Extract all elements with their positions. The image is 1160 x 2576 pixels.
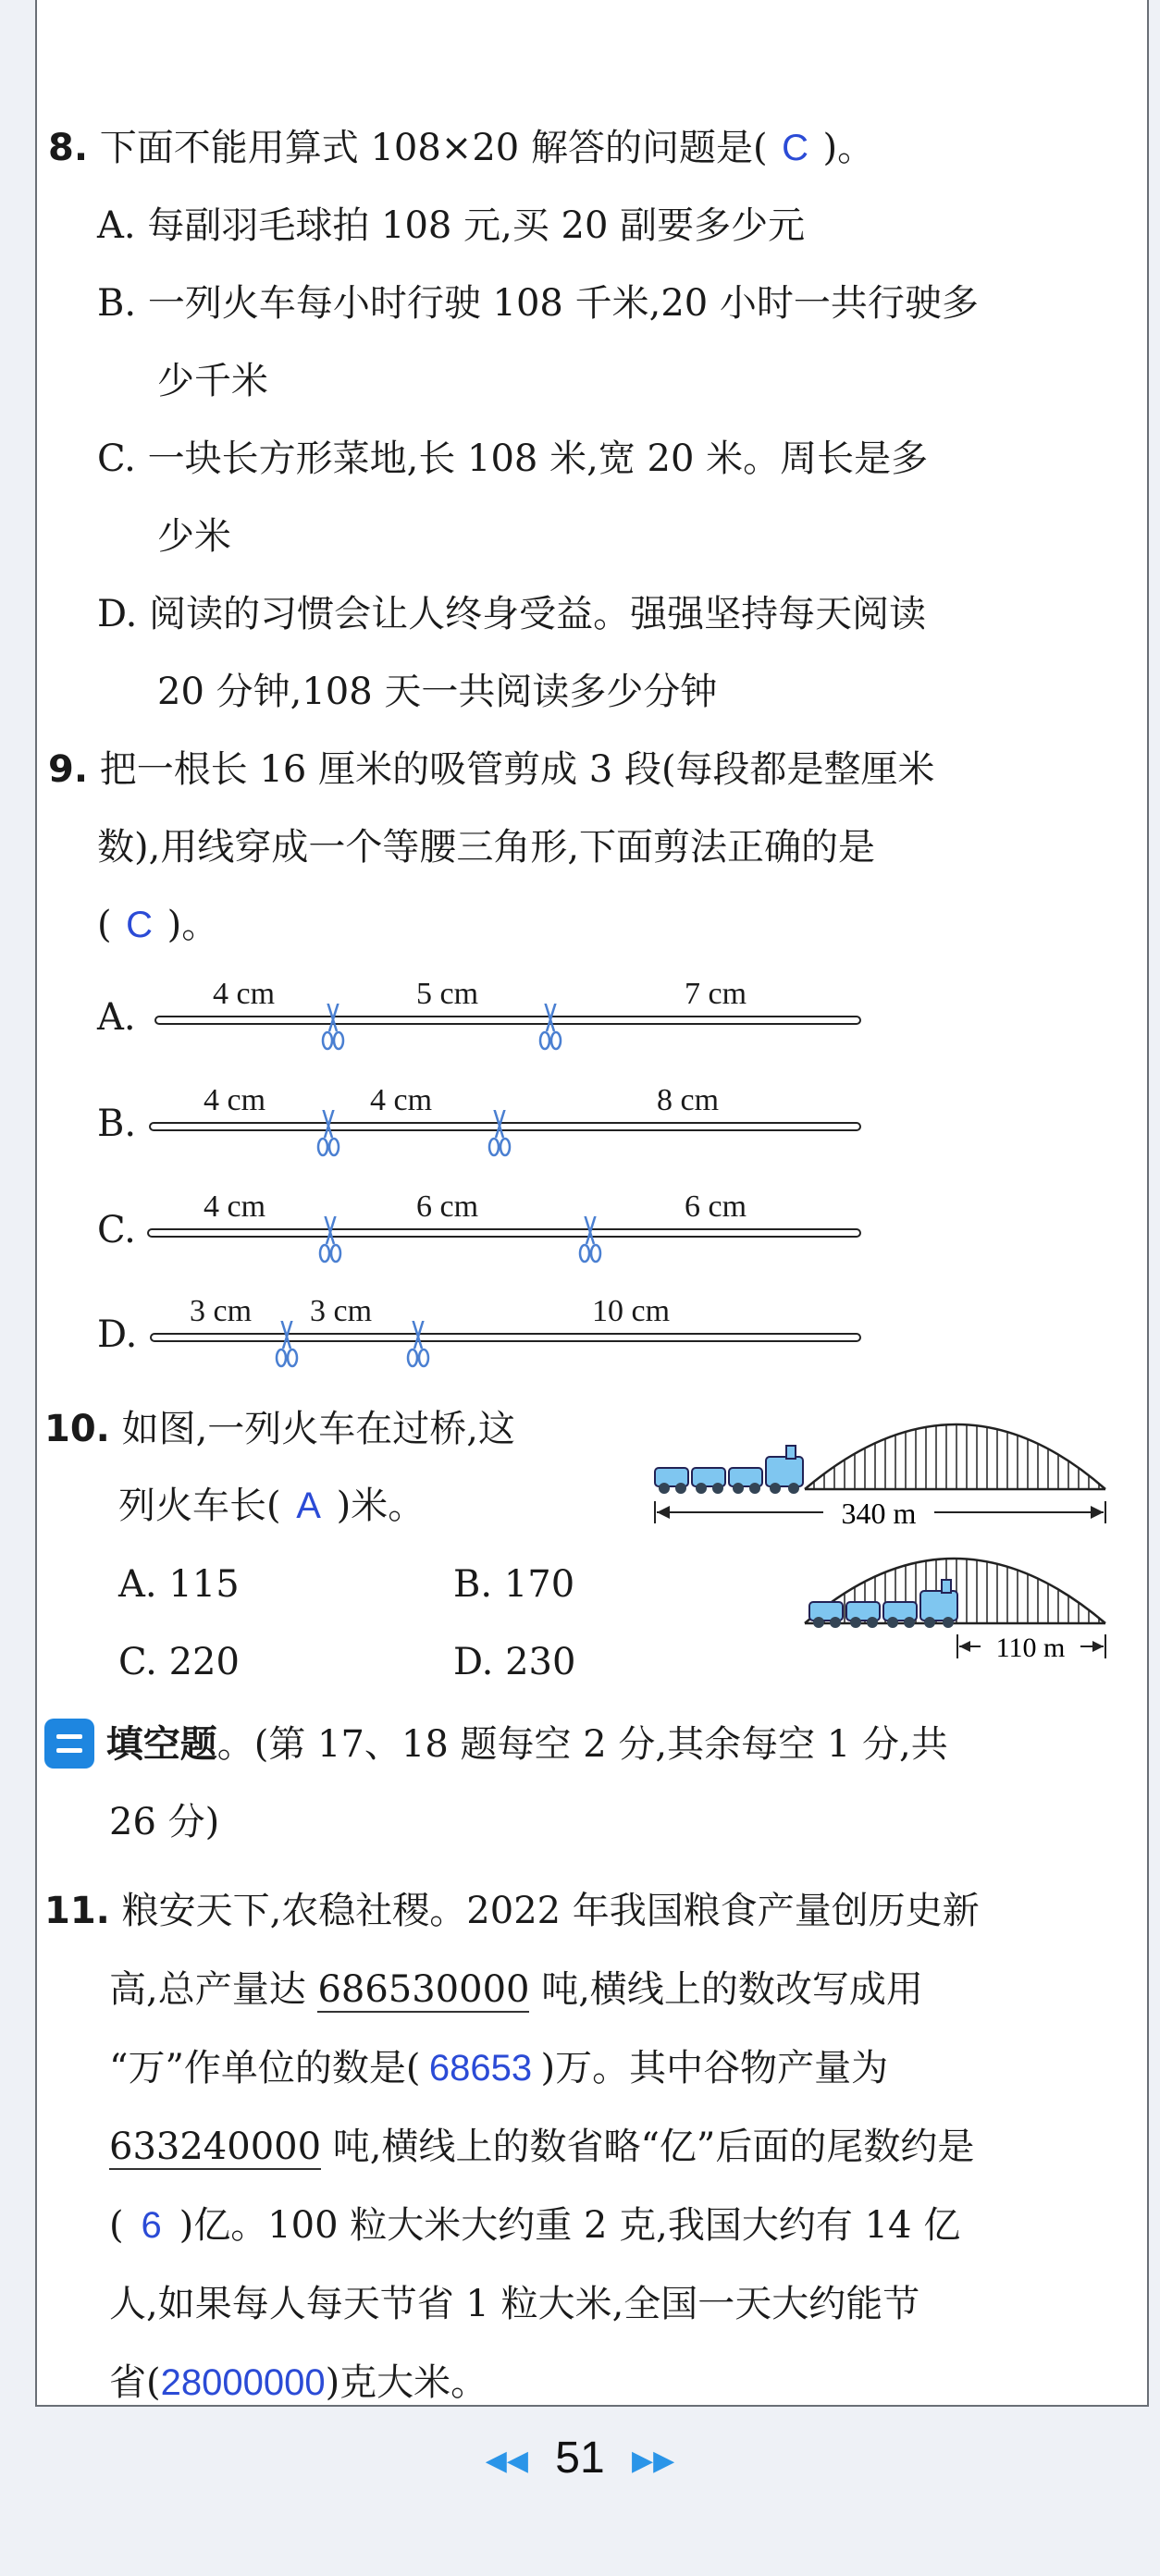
q11-answer-3: 28000000 — [160, 2362, 326, 2403]
q11-line5: ( 6 )亿。100 粒大米大约重 2 克,我国大约有 14 亿 — [109, 2198, 960, 2253]
q10-option-c: C. 220 — [118, 1641, 240, 1683]
q11-line4: 633240000 吨,横线上的数省略“亿”后面的尾数约是 — [109, 2126, 975, 2168]
q10-bridge-figure — [648, 1383, 1110, 1660]
q9-option-label: C. — [97, 1209, 136, 1251]
q11-line7: 省(28000000)克大米。 — [109, 2355, 487, 2410]
scissors-icon — [540, 1004, 561, 1049]
q8-option-d: D. 阅读的习惯会让人终身受益。强强坚持每天阅读 — [97, 593, 927, 635]
q9-segment-length: 4 cm — [213, 977, 276, 1011]
prev-page-icon[interactable]: ◀◀ — [485, 2445, 528, 2476]
page-number-bar — [0, 2433, 1160, 2484]
q9-straw — [139, 1004, 879, 1078]
section-2-note-cont: 26 分) — [109, 1801, 220, 1843]
q11-answer-1: 68653 — [428, 2048, 533, 2089]
next-page-icon[interactable]: ▶▶ — [632, 2445, 675, 2476]
scissors-icon — [320, 1216, 340, 1262]
q9-option-label: D. — [97, 1313, 138, 1356]
q9-segment-length: 3 cm — [190, 1294, 253, 1328]
scissors-icon — [408, 1321, 428, 1366]
q8-number: 8. — [48, 127, 89, 169]
q8-option-c-cont: 少米 — [157, 515, 231, 558]
q11-number: 11. — [44, 1890, 110, 1932]
q8-answer: C — [782, 128, 808, 168]
q9-stem-line2: 数),用线穿成一个等腰三角形,下面剪法正确的是 — [97, 826, 876, 869]
q9-segment-length: 8 cm — [657, 1083, 720, 1117]
scissors-icon — [277, 1321, 297, 1366]
q9-answer: C — [126, 905, 154, 945]
q8-option-b-cont: 少千米 — [157, 360, 268, 402]
straw-tube — [155, 1017, 860, 1024]
q9-answer-line: ( C )。 — [97, 897, 218, 953]
section-2-badge-icon — [44, 1719, 94, 1769]
q8-option-d-cont: 20 分钟,108 天一共阅读多少分钟 — [157, 671, 718, 713]
q10-number: 10. — [44, 1408, 110, 1450]
q9-segment-length: 7 cm — [685, 977, 747, 1011]
q9-segment-length: 3 cm — [310, 1294, 373, 1328]
bridge-arch-top — [805, 1383, 1105, 1489]
q11-line6: 人,如果每人每天节省 1 粒大米,全国一天大约能节 — [109, 2283, 920, 2325]
section-2-header: 填空题。(第 17、18 题每空 2 分,其余每空 1 分,共 — [44, 1717, 948, 1772]
q11-underlined-number-1: 686530000 — [317, 1968, 530, 2011]
q9-segment-length: 6 cm — [685, 1189, 747, 1224]
q9-option-label: A. — [97, 996, 136, 1039]
straw-tube — [151, 1334, 860, 1341]
scissors-icon — [323, 1004, 343, 1049]
q10-stem-line2: 列火车长( A )米。 — [118, 1478, 425, 1534]
q9-segment-length: 5 cm — [416, 977, 479, 1011]
q9-segment-length: 10 cm — [592, 1294, 671, 1328]
q8-option-c: C. 一块长方形菜地,长 108 米,宽 20 米。周长是多 — [97, 438, 929, 480]
q9-straw — [139, 1216, 879, 1290]
q9-segment-length: 6 cm — [416, 1189, 479, 1224]
page-number: 51 — [555, 2434, 605, 2483]
straw-tube — [148, 1229, 860, 1237]
q9-straw — [139, 1110, 879, 1184]
scissors-icon — [318, 1110, 339, 1155]
q9-segment-length: 4 cm — [370, 1083, 433, 1117]
q8-stem: 8. 下面不能用算式 108×20 解答的问题是( C )。 — [48, 120, 874, 176]
q11-answer-2: 6 — [141, 2205, 162, 2246]
q10-option-d: D. 230 — [453, 1641, 576, 1683]
q10-stem: 10. 如图,一列火车在过桥,这 — [44, 1408, 516, 1450]
q9-number: 9. — [48, 748, 89, 791]
straw-tube — [150, 1123, 860, 1130]
train-top — [655, 1446, 803, 1494]
q9-segment-length: 4 cm — [204, 1189, 266, 1224]
scissors-icon — [489, 1110, 510, 1155]
q9-segment-length: 4 cm — [204, 1083, 266, 1117]
bridge-length-label: 340 m — [841, 1497, 917, 1530]
q11-line2: 高,总产量达 686530000 吨,横线上的数改写成用 — [109, 1968, 923, 2011]
q10-answer: A — [296, 1485, 321, 1526]
q9-stem: 9. 把一根长 16 厘米的吸管剪成 3 段(每段都是整厘米 — [48, 748, 935, 791]
section-2-title: 填空题 — [105, 1723, 217, 1766]
train-bottom — [809, 1580, 957, 1628]
q11-line3: “万”作单位的数是( 68653 )万。其中谷物产量为 — [109, 2040, 888, 2096]
q11-underlined-number-2: 633240000 — [109, 2126, 322, 2168]
q10-option-b: B. 170 — [453, 1563, 575, 1606]
q10-option-a: A. 115 — [118, 1563, 240, 1606]
scissors-icon — [580, 1216, 600, 1262]
q9-option-label: B. — [97, 1103, 137, 1145]
q11-line1: 11. 粮安天下,农稳社稷。2022 年我国粮食产量创历史新 — [44, 1890, 980, 1932]
q8-option-a: A. 每副羽毛球拍 108 元,买 20 副要多少元 — [97, 204, 806, 247]
train-tail-label: 110 m — [995, 1633, 1066, 1660]
q8-option-b: B. 一列火车每小时行驶 108 千米,20 小时一共行驶多 — [97, 282, 979, 325]
